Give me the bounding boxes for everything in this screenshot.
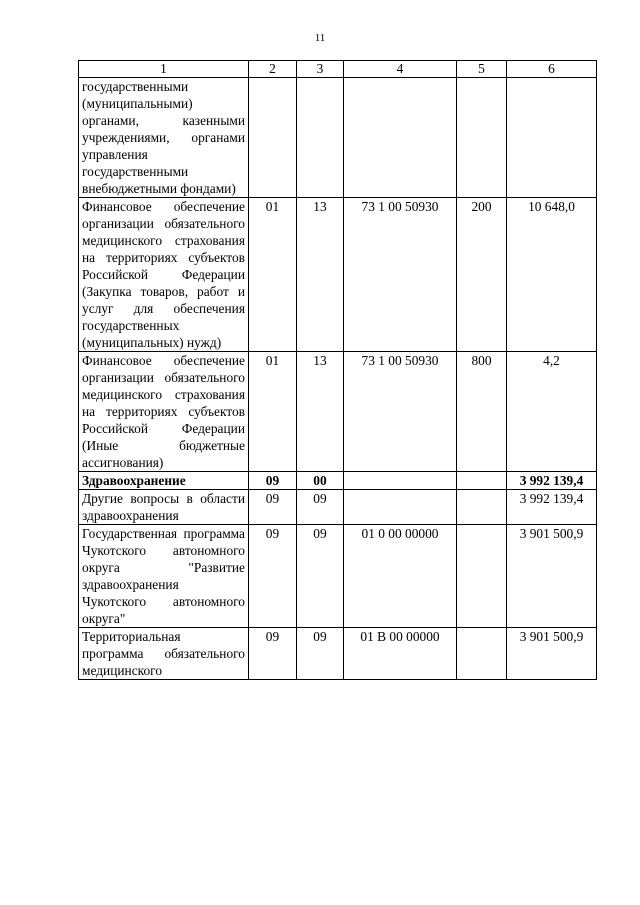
cell-expense-type bbox=[457, 525, 507, 628]
table-header-row bbox=[79, 61, 597, 78]
cell-target-article bbox=[344, 472, 457, 490]
table-row bbox=[79, 198, 597, 352]
cell-target-article bbox=[344, 490, 457, 525]
cell-subsection bbox=[297, 78, 344, 198]
cell-section: 09 bbox=[249, 628, 297, 680]
cell-amount: 3 992 139,4 bbox=[507, 490, 597, 525]
cell-subsection: 09 bbox=[297, 628, 344, 680]
cell-description: Территориальная программа обязательного медицинского bbox=[79, 628, 249, 680]
cell-target-article: 73 1 00 50930 bbox=[344, 352, 457, 472]
budget-table bbox=[78, 60, 597, 680]
column-header: 2 bbox=[249, 61, 297, 78]
column-header: 3 bbox=[297, 61, 344, 78]
cell-subsection: 13 bbox=[297, 352, 344, 472]
cell-target-article: 73 1 00 50930 bbox=[344, 198, 457, 352]
table-row bbox=[79, 490, 597, 525]
cell-section: 09 bbox=[249, 525, 297, 628]
cell-description: Государственная программа Чукотского автономного округа "Развитие здравоохранения Чукотского автономного округа" bbox=[79, 525, 249, 628]
column-header: 6 bbox=[507, 61, 597, 78]
cell-expense-type: 800 bbox=[457, 352, 507, 472]
table-row bbox=[79, 628, 597, 680]
table-row bbox=[79, 472, 597, 490]
cell-expense-type bbox=[457, 490, 507, 525]
cell-subsection: 09 bbox=[297, 525, 344, 628]
cell-section: 09 bbox=[249, 490, 297, 525]
cell-target-article: 01 0 00 00000 bbox=[344, 525, 457, 628]
cell-description: государственными (муниципальными) органами, казенными учреждениями, органами управления государственными внебюджетными фондами) bbox=[79, 78, 249, 198]
cell-expense-type bbox=[457, 78, 507, 198]
cell-description: Другие вопросы в области здравоохранения bbox=[79, 490, 249, 525]
table-row bbox=[79, 525, 597, 628]
cell-target-article: 01 В 00 00000 bbox=[344, 628, 457, 680]
cell-description: Финансовое обеспечение организации обязательного медицинского страхования на территориях субъектов Российской Федерации (Иные бюджетные ассигнования) bbox=[79, 352, 249, 472]
column-header: 5 bbox=[457, 61, 507, 78]
cell-section: 09 bbox=[249, 472, 297, 490]
cell-amount bbox=[507, 78, 597, 198]
cell-expense-type bbox=[457, 472, 507, 490]
column-header: 4 bbox=[344, 61, 457, 78]
cell-subsection: 09 bbox=[297, 490, 344, 525]
cell-expense-type bbox=[457, 628, 507, 680]
cell-expense-type: 200 bbox=[457, 198, 507, 352]
cell-amount: 10 648,0 bbox=[507, 198, 597, 352]
page-number: 11 bbox=[314, 32, 326, 44]
cell-section: 01 bbox=[249, 352, 297, 472]
cell-description: Финансовое обеспечение организации обязательного медицинского страхования на территориях субъектов Российской Федерации (Закупка товаров, работ и услуг для обеспечения государственных (муниципальных) нужд) bbox=[79, 198, 249, 352]
table-row bbox=[79, 78, 597, 198]
cell-amount: 4,2 bbox=[507, 352, 597, 472]
cell-amount: 3 901 500,9 bbox=[507, 628, 597, 680]
cell-subsection: 00 bbox=[297, 472, 344, 490]
cell-amount: 3 901 500,9 bbox=[507, 525, 597, 628]
cell-subsection: 13 bbox=[297, 198, 344, 352]
cell-target-article bbox=[344, 78, 457, 198]
cell-section: 01 bbox=[249, 198, 297, 352]
table-row bbox=[79, 352, 597, 472]
cell-amount: 3 992 139,4 bbox=[507, 472, 597, 490]
cell-section bbox=[249, 78, 297, 198]
cell-description: Здравоохранение bbox=[79, 472, 249, 490]
column-header: 1 bbox=[79, 61, 249, 78]
